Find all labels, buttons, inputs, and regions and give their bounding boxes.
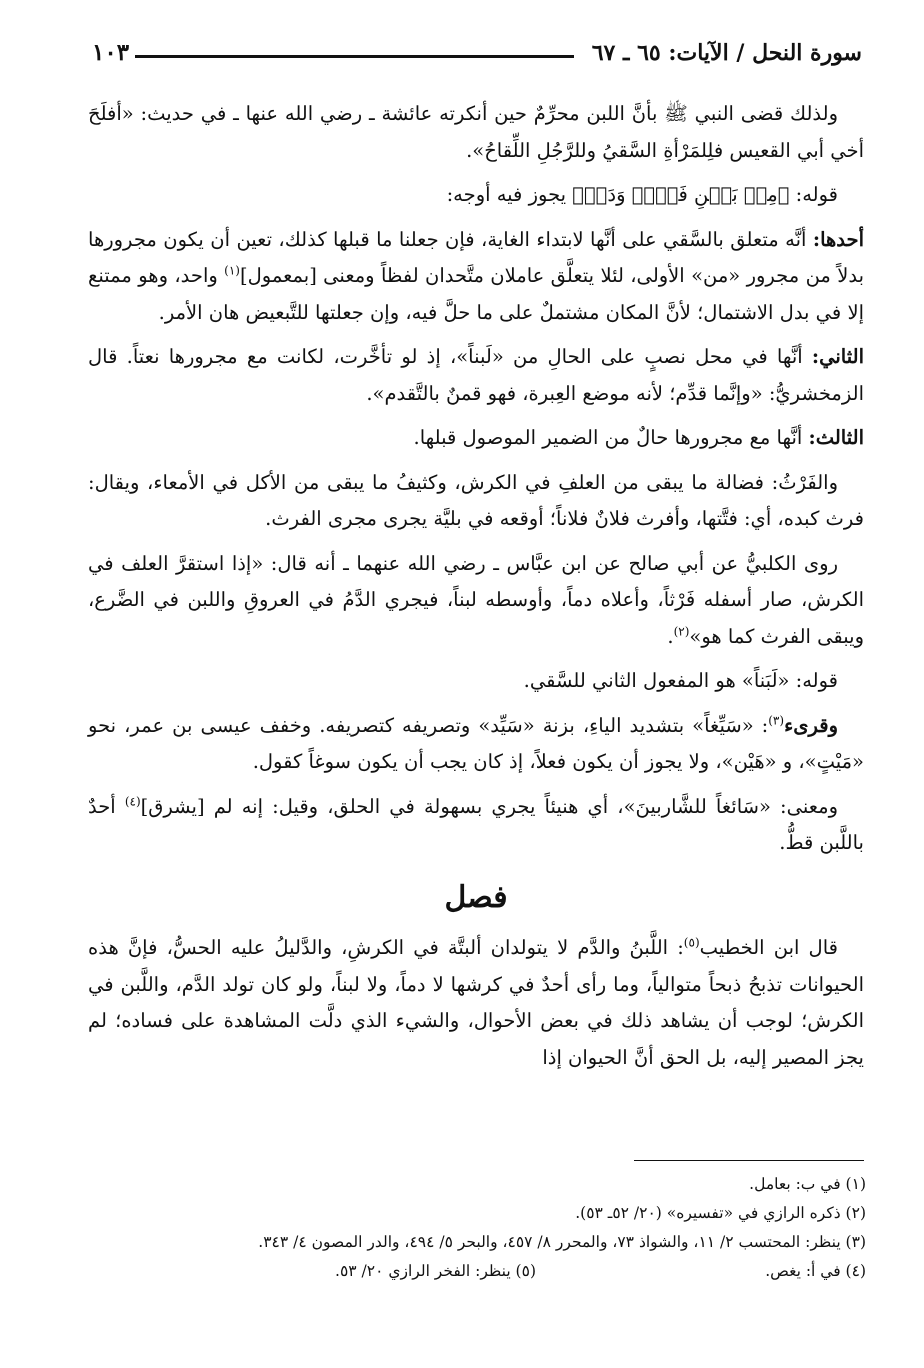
- footnote-ref-4: (٤): [124, 794, 141, 808]
- footnote-ref-1: (١): [224, 263, 240, 278]
- label-second: الثاني:: [811, 345, 864, 368]
- label-first: أحدها:: [812, 227, 865, 251]
- header-rule: [135, 55, 574, 58]
- page-header: [92, 30, 862, 66]
- main-text: [88, 96, 864, 1084]
- paragraph-4: [88, 339, 864, 412]
- paragraph-3-text-a: أنَّه متعلق بالسَّقي على أنَّها لابتداء الغاية، فإن جعلنا ما قبلها كذلك، تعين أن يكون مجرورها بدلاً من مجرور «من» الأولى، لئلا يتعلَّق عاملان متَّحدان لفظاً ومعنى [بمعمول]: [88, 227, 865, 287]
- paragraph-10-text-b: أحدٌ باللَّبن قطُّ.: [88, 794, 864, 854]
- footnote-1: (١) في ب: بعامل.: [749, 1175, 866, 1193]
- paragraph-3-text-b: واحد، وهو ممتنع إلا في بدل الاشتمال؛ لأنَّ المكان مشتملٌ على ما حلَّ فيه، وإن جعلتها للتَّبعيض هان الأمر.: [88, 264, 864, 324]
- label-third: الثالث:: [808, 426, 864, 449]
- footnote-ref-2: (٢): [673, 624, 690, 638]
- section-heading: فصل: [444, 879, 508, 915]
- footnote-row: [88, 1257, 866, 1286]
- paragraph-5-text: أنَّها مع مجرورها حالٌ من الضمير الموصول قبلها.: [413, 426, 803, 449]
- footnote-separator: [634, 1160, 864, 1161]
- paragraph-11: [88, 930, 864, 1076]
- footnote-ref-5: (٥): [683, 935, 700, 950]
- footnote-2: (٢) ذكره الرازي في «تفسيره» (٢٠/ ٥٢ـ ٥٣).: [575, 1204, 866, 1222]
- paragraph-7-text-a: روى الكلبيُّ عن أبي صالح عن ابن عبَّاس ـ رضي الله عنهما ـ أنه قال: «إذا استقرَّ العلف في الكرش، صار أسفله فَرْثاً، وأعلاه دماً، وأوسطه لبناً، فيجري الدَّمُ في العروقِ واللبن في الضَّرع، ويبقى الفرث كما هو»: [88, 551, 864, 648]
- paragraph-7-text-b: .: [667, 624, 674, 648]
- paragraph-5: [88, 420, 864, 457]
- footnote-ref-3: (٣): [768, 713, 785, 727]
- paragraph-7: [88, 546, 864, 656]
- paragraph-4-text: أنَّها في محل نصبٍ على الحالِ من «لَبناً»، إذ لو تأخَّرت، لكانت مع مجرورها نعتاً. قال الزمخشريُّ: «وإنَّما قدِّم؛ لأنه موضع العِبرة، فهو قمنٌ بالتَّقدم».: [88, 345, 864, 405]
- paragraph-10-text-a: ومعنى: «سَائغاً للشَّاربينَ»، أي هنيئاً يجري بسهولة في الحلق، وقيل: إنه لم [يشرق]: [140, 794, 839, 818]
- label-qiraa: وقرىء: [784, 713, 838, 737]
- paragraph-1: ولذلك قضى النبي ﷺ بأنَّ اللبن محرِّمٌ حين أنكرته عائشة ـ رضي الله عنها ـ في حديث: «أفلَحَ أخي أبي القعيس فلِلمَرْأةِ السَّقيُ وللرَّجُلِ اللِّقاحُ».: [88, 102, 864, 162]
- footnote-3: (٣) ينظر: المحتسب ٢/ ١١، والشواذ ٧٣، والمحرر ٨/ ٤٥٧، والبحر ٥/ ٤٩٤، والدر المصون ٤/ ٣٤٣.: [258, 1233, 866, 1251]
- paragraph-2: قوله: ﴿مِنۢ بَيۡنِ فَرۡثٖ وَدَمٖ﴾ يجوز فيه أوجه:: [446, 183, 838, 206]
- paragraph-9: [88, 708, 864, 781]
- paragraph-3: [88, 222, 864, 332]
- paragraph-9-text: : «سَيِّغاً» بتشديد الياءِ، بزنة «سَيِّد» وتصريفه كتصريفه. وخفف عيسى بن عمر، نحو «مَيْتٍ»، و «هَيْن»، ولا يجوز أن يكون فعلاً، إذ كان يجب أن يكون سوغاً كقول.: [88, 713, 864, 773]
- footnotes: [88, 1170, 866, 1286]
- footnote-5: (٥) ينظر: الفخر الرازي ٢٠/ ٥٣.: [335, 1262, 536, 1280]
- page-number: ١٠٣: [92, 39, 130, 66]
- paragraph-11-text-b: : اللَّبنُ والدَّم لا يتولدان ألبتَّة في الكرشِ، والدَّليلُ عليه الحسُّ، فإنَّ هذه الحيوانات تذبحُ ذبحاً متوالياً، وما رأى أحدٌ في كرشها لا دماً، ولا لبناً، ولو كان تولد الدَّم، واللَّبن في الكرش؛ لوجب أن يشاهد ذلك في بعض الأحوال، والشيء الذي دلَّت المشاهدة على فساده؛ لم يجز المصير إليه، بل الحق أنَّ الحيوان إذا: [88, 936, 864, 1069]
- footnote-4: (٤) في أ: يغص.: [765, 1262, 866, 1280]
- paragraph-11-text-a: قال ابن الخطيب: [699, 936, 838, 959]
- paragraph-10: [88, 789, 864, 862]
- running-title: سورة النحل / الآيات: ٦٥ ـ ٦٧: [591, 40, 862, 66]
- paragraph-8: قوله: «لَبَناً» هو المفعول الثاني للسَّقي.: [523, 669, 838, 692]
- paragraph-6: والفَرْثُ: فضالة ما يبقى من العلفِ في الكرش، وكثيفُ ما يبقى من الأكل في الأمعاء، ويقال: فرث كبده، أي: فتَّتها، وأفرث فلانٌ فلاناً؛ أوقعه في بليَّة يجرى مجرى الفرث.: [88, 470, 864, 530]
